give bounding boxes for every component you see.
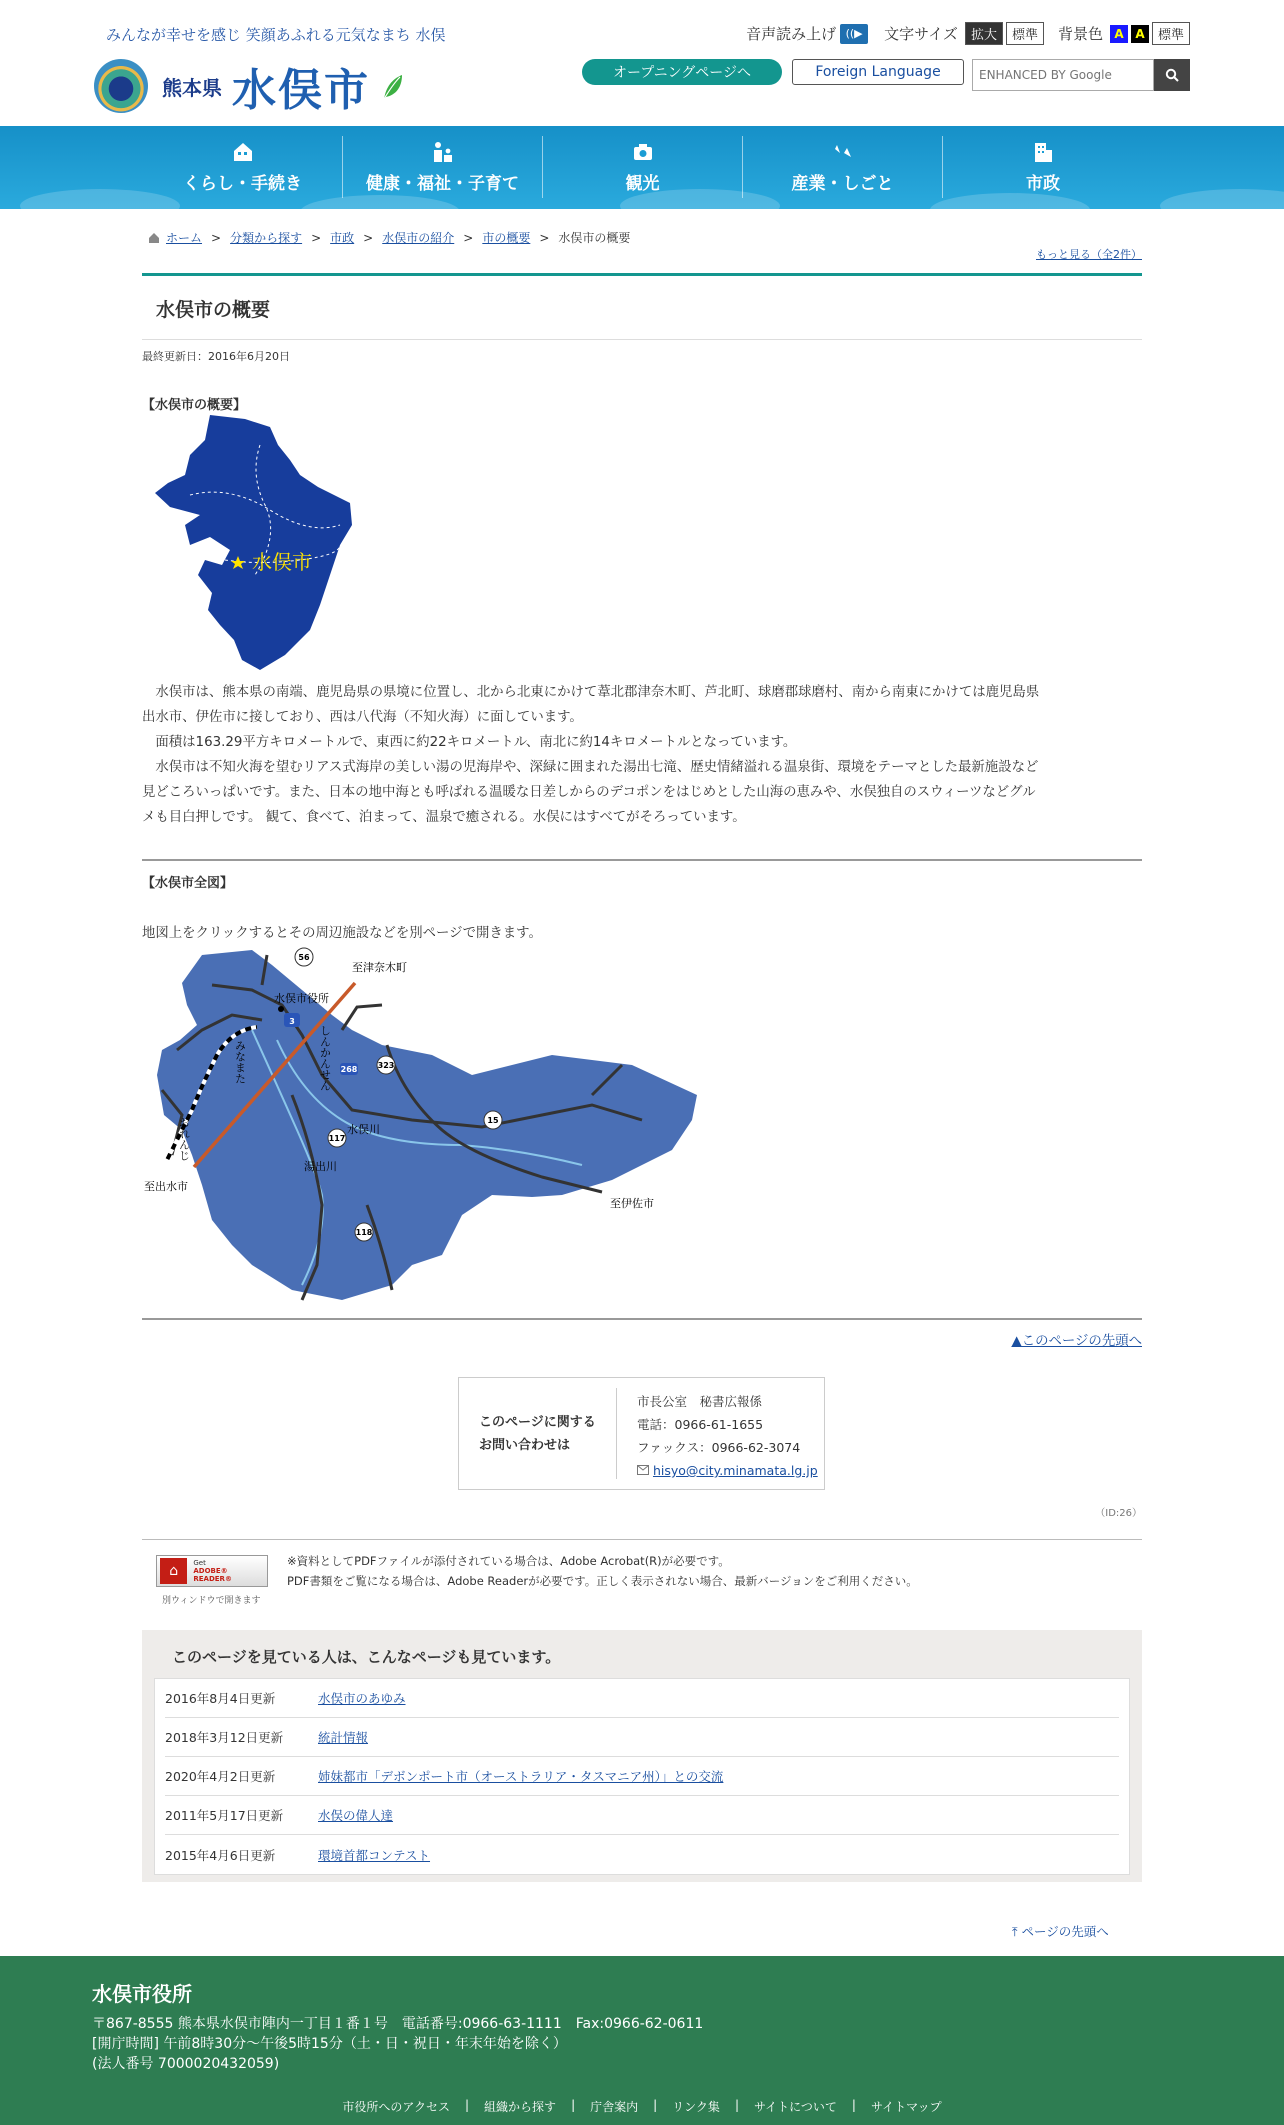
related-title: このページを見ている人は、こんなページも見ています。	[172, 1648, 561, 1666]
divider	[142, 859, 1142, 861]
fontsize-label: 文字サイズ	[884, 25, 958, 43]
footer-link[interactable]: リンク集	[672, 2100, 720, 2114]
related-link[interactable]: 統計情報	[318, 1730, 369, 1745]
bg-blue-button[interactable]: A	[1110, 25, 1128, 43]
contact-fax: ファックス：0966-62-3074	[637, 1440, 801, 1455]
site-header	[0, 0, 1284, 126]
map-label-izumi: 至出水市	[144, 1180, 188, 1193]
route-marker: 118	[355, 1228, 373, 1237]
logo-city-name: 水俣市	[232, 65, 370, 116]
map-label-yudegawa: 湯出川	[304, 1160, 337, 1173]
global-nav	[0, 126, 1284, 209]
list-item	[165, 1757, 1119, 1796]
birds-icon	[832, 141, 854, 163]
pdf-notice-line: ※資料としてPDFファイルが添付されている場合は、Adobe Acrobat(R)が必要です。	[287, 1554, 730, 1568]
map-label-minamata-rail: みなまた	[233, 1040, 247, 1084]
accessibility-tools	[746, 22, 1190, 45]
nav-item-tourism[interactable]	[543, 136, 743, 198]
badge-text: ADOBE® READER®	[193, 1567, 232, 1583]
overview-text	[142, 680, 1042, 830]
footer-link[interactable]: 市役所へのアクセス	[342, 2100, 450, 2114]
camera-icon	[632, 141, 654, 163]
footer-link[interactable]: サイトマップ	[870, 2100, 942, 2114]
search-input[interactable]	[972, 59, 1154, 91]
nav-item-health[interactable]	[343, 136, 543, 198]
contact-label-line: このページに関する	[479, 1414, 596, 1430]
breadcrumb-link[interactable]: ホーム	[166, 231, 203, 245]
contact-tel: 電話：0966-61-1655	[637, 1417, 764, 1432]
section-heading: 【水俣市全図】	[142, 876, 234, 891]
map-label-tsunagi: 至津奈木町	[352, 961, 407, 974]
route-marker: 117	[328, 1134, 346, 1143]
fontsize-normal-button[interactable]: 標準	[1006, 22, 1044, 45]
nav-item-label: 市政	[1026, 173, 1060, 194]
city-emblem-icon	[94, 59, 148, 113]
nav-item-label: くらし・手続き	[183, 173, 302, 194]
route-marker: 15	[487, 1116, 499, 1125]
adobe-pdf-icon: ⌂	[160, 1558, 187, 1584]
footer-links: 市役所へのアクセス | 組織から探す | 庁舎案内 | リンク集 | サイトについて | サイトマップ	[342, 2098, 942, 2114]
section-heading: 【水俣市の概要】	[142, 398, 247, 413]
related-link[interactable]: 水俣の偉人達	[318, 1808, 394, 1823]
list-item	[165, 1796, 1119, 1835]
contact-dept: 市長公室 秘書広報係	[637, 1394, 763, 1409]
back-to-top-link[interactable]: ▲このページの先頭へ	[1011, 1334, 1142, 1349]
page-title: 水俣市の概要	[156, 299, 271, 321]
related-date: 2018年3月12日更新	[165, 1730, 284, 1745]
breadcrumb-link[interactable]: 市の概要	[482, 231, 531, 245]
related-link[interactable]: 環境首都コンテスト	[318, 1847, 431, 1863]
nav-item-industry[interactable]	[743, 136, 943, 198]
map-label-shinkansen: しんかんせん	[318, 1025, 332, 1091]
footer-org-name: 水俣市役所	[92, 1982, 192, 2006]
breadcrumb: ホーム > 分類から探す > 市政 > 水俣市の紹介 > 市の概要 > 水俣市の概要	[148, 229, 630, 246]
site-tagline: みんなが幸せを感じ 笑顔あふれる元気なまち 水俣	[106, 26, 446, 44]
pdf-badge-note: 別ウィンドウで開きます	[162, 1596, 261, 1606]
foreign-language-button[interactable]: Foreign Language	[792, 59, 964, 85]
last-updated: 最終更新日：2016年6月20日	[142, 350, 290, 363]
bg-black-button[interactable]: A	[1131, 25, 1149, 43]
overview-paragraph: 水俣市は不知火海を望むリアス式海岸の美しい湯の児海岸や、深緑に囲まれた湯出七滝、歴史情緒溢れる温泉街、環境をテーマとした最新施設など見どころいっぱいです。また、日本の地中海とも呼ばれる温暖な日差しからのデコポンをはじめとした山海の恵みや、水俣独自のスウィーツなどグルメも目白押しです。 観て、食べて、泊まって、温泉で癒される。水俣にはすべてがそろっています。	[142, 760, 1039, 825]
page-top-label: ページの先頭へ	[1021, 1924, 1109, 1939]
breadcrumb-link[interactable]: 分類から探す	[230, 231, 303, 245]
leaf-icon	[380, 71, 404, 101]
speaker-icon[interactable]: ((▶	[840, 24, 868, 44]
adobe-reader-badge[interactable]	[156, 1555, 268, 1587]
arrow-up-icon: ⤒	[1012, 1924, 1018, 1939]
pdf-notice	[287, 1551, 918, 1591]
map-label-minamatagawa: 水俣川	[347, 1123, 380, 1136]
footer-address: 〒867-8555 熊本県水俣市陣内一丁目１番１号 電話番号:0966-63-1111 Fax:0966-62-0611	[92, 2016, 704, 2032]
bgcolor-label: 背景色	[1057, 25, 1103, 43]
list-item	[165, 1679, 1119, 1718]
related-date: 2011年5月17日更新	[165, 1808, 284, 1823]
site-search	[972, 59, 1192, 91]
house-icon	[232, 141, 254, 163]
overview-paragraph: 水俣市は、熊本県の南端、鹿児島県の県境に位置し、北から北東にかけて葦北郡津奈木町、芦北町、球磨郡球磨村、南から南東にかけては鹿児島県出水市、伊佐市に接しており、西は八代海（不知火海）に面しています。	[142, 685, 1040, 725]
related-link[interactable]: 水俣市のあゆみ	[318, 1691, 406, 1706]
footer-address-block	[92, 2014, 703, 2074]
map-note: 地図上をクリックするとその周辺施設などを別ページで開きます。	[142, 926, 542, 941]
map-label-cityhall: 水俣市役所	[274, 992, 329, 1005]
footer-link[interactable]: サイトについて	[753, 2100, 837, 2114]
footer-link[interactable]: 庁舎案内	[590, 2100, 639, 2114]
route-marker: 268	[340, 1065, 358, 1074]
nav-item-living[interactable]	[143, 136, 343, 198]
more-link[interactable]: もっと見る（全2件）	[1036, 248, 1142, 261]
overview-paragraph: 面積は163.29平方キロメートルで、東西に約22キロメートル、南北に約14キロメートルとなっています。	[155, 735, 797, 750]
page-top-link[interactable]	[1012, 1922, 1109, 1940]
divider	[142, 1318, 1142, 1320]
route-marker: 56	[298, 953, 310, 962]
opening-page-button[interactable]: オープニングページへ	[582, 59, 782, 85]
breadcrumb-link[interactable]: 市政	[330, 231, 355, 245]
home-icon	[148, 232, 160, 244]
contact-details	[617, 1378, 818, 1489]
related-date: 2015年4月6日更新	[165, 1847, 276, 1863]
footer-link[interactable]: 組織から探す	[484, 2100, 557, 2114]
contact-label-line: お問い合わせは	[479, 1437, 571, 1453]
fontsize-large-button[interactable]: 拡大	[965, 22, 1003, 45]
breadcrumb-current: 水俣市の概要	[558, 231, 631, 245]
footer-corp-number: (法人番号 7000020432059)	[92, 2056, 280, 2072]
search-button[interactable]	[1154, 59, 1190, 91]
bg-normal-button[interactable]: 標準	[1152, 22, 1190, 45]
related-date: 2016年8月4日更新	[165, 1691, 276, 1706]
city-map-image[interactable]	[142, 945, 702, 1305]
footer-hours: [開庁時間] 午前8時30分～午後5時15分（土・日・祝日・年末年始を除く）	[92, 2036, 567, 2052]
search-icon	[1165, 68, 1179, 82]
kyushu-map-image	[150, 415, 360, 670]
related-link[interactable]: 姉妹都市「デボンポート市（オーストラリア・タスマニア州）」との交流	[318, 1769, 724, 1784]
nav-item-label: 産業・しごと	[791, 173, 894, 194]
nav-item-label: 健康・福祉・子育て	[366, 173, 519, 194]
list-item	[165, 1835, 1119, 1874]
building-icon	[1032, 141, 1054, 163]
list-item	[165, 1718, 1119, 1757]
route-marker: 323	[377, 1061, 395, 1070]
route-marker: 3	[289, 1017, 295, 1026]
related-list	[154, 1678, 1130, 1875]
breadcrumb-link[interactable]: 水俣市の紹介	[382, 231, 455, 245]
logo-prefecture: 熊本県	[162, 75, 222, 100]
map-label-orange: おれんじ	[177, 1117, 191, 1161]
site-footer	[0, 1956, 1284, 2125]
badge-text: Get	[193, 1559, 206, 1567]
title-divider	[142, 273, 1142, 276]
page-id: （ID:26）	[1095, 1508, 1142, 1519]
related-date: 2020年4月2日更新	[165, 1769, 276, 1784]
site-logo[interactable]	[94, 54, 404, 118]
family-icon	[432, 141, 454, 163]
contact-box	[458, 1377, 825, 1490]
mail-icon	[637, 1465, 649, 1475]
contact-email-link[interactable]: hisyo@city.minamata.lg.jp	[652, 1463, 818, 1478]
contact-label	[459, 1388, 617, 1479]
related-pages	[142, 1630, 1142, 1882]
title-underline	[142, 339, 1142, 340]
nav-item-label: 観光	[625, 173, 660, 194]
nav-item-government[interactable]	[943, 136, 1143, 198]
pdf-notice-line: PDF書類をご覧になる場合は、Adobe Readerが必要です。正しく表示されない場合、最新バージョンをご利用ください。	[287, 1574, 918, 1588]
kyushu-map-label: 水俣市	[252, 550, 312, 574]
speak-label: 音声読み上げ	[746, 25, 837, 43]
divider	[142, 1539, 1142, 1540]
map-label-isa: 至伊佐市	[610, 1197, 654, 1210]
